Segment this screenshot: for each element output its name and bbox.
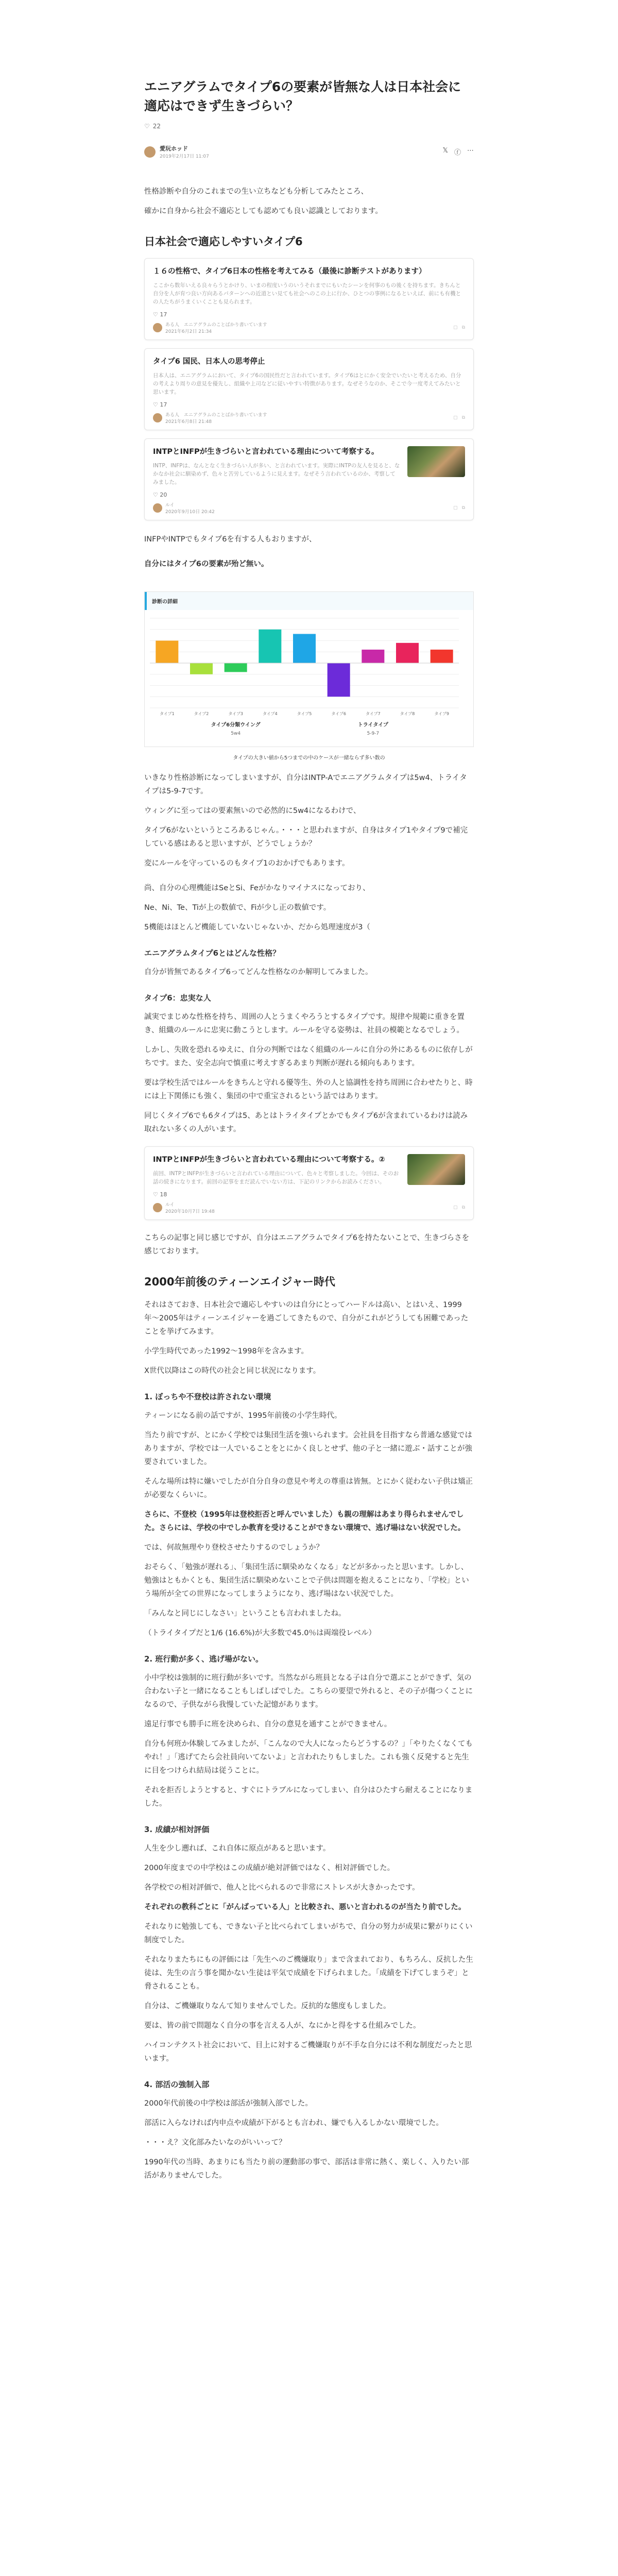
bar-3[interactable]	[225, 663, 247, 672]
sub-heading: エニアグラムタイプ6とはどんな性格？	[144, 948, 281, 958]
sub-heading: 1. ぼっちや不登校は許されない環境	[144, 1392, 271, 1401]
paragraph: 自分は、ご機嫌取りなんて知りませんでした。反抗的な態度もしました。	[144, 2002, 391, 2010]
chart-container	[144, 591, 474, 747]
card-author: ある人 エニアグラムのことばかり書いています	[165, 413, 267, 418]
card-date: 2021年6月8日 21:48	[165, 419, 212, 425]
paragraph: しかし、失敗を恐れるゆえに、自分の判断ではなく組織のルールに自分の外にあるものに依存しがちです。また、安全志向で慎重に考えすぎるあまり判断が遅れる傾向もあります。	[144, 1046, 473, 1067]
link-icon: ⧉	[461, 1205, 465, 1210]
paragraph-bold: それぞれの教科ごとに「がんばっている人」と比較され、悪いと言われるのが当たり前でした。	[144, 1903, 466, 1911]
section-heading: 2000年前後のティーンエイジャー時代	[144, 1276, 335, 1288]
paragraph: Ne、Ni、Te、Tiが上の数値で、Fiが少し正の数値です。	[144, 904, 331, 912]
more-options-icon[interactable]: ⋯	[467, 147, 474, 155]
paragraph-bold: さらに、不登校（1995年は登校拒否と呼んでいました）も親の理解はあまり得られませんでした。さらには、学校の中でしか教育を受けることができない環境で、逃げ場はない状況でした。	[144, 1511, 466, 1532]
paragraph: いきなり性格診断になってしまいますが、自分はINTP-Aでエニアグラムタイプは5w4、トライタイプは5-9-7です。	[144, 774, 467, 795]
bar-8[interactable]	[396, 643, 419, 663]
heart-icon[interactable]: ♡	[144, 123, 150, 130]
card-avatar	[153, 1203, 162, 1212]
card-likes: ♡ 17	[153, 401, 167, 408]
card-avatar	[153, 503, 162, 513]
group-label: タイプ6分類ウイング	[211, 722, 261, 728]
x-tick-label: タイプ9	[434, 711, 450, 716]
paragraph: ウィングに至ってはの要素無いので必然的に5w4になるわけで、	[144, 807, 361, 815]
paragraph: 「みんなと同じにしなさい」ということも言われましたね。	[144, 1609, 346, 1618]
paragraph: 自分が皆無であるタイプ6ってどんな性格なのか解明してみました。	[144, 968, 373, 976]
card-likes: ♡ 18	[153, 1191, 167, 1198]
author-avatar[interactable]	[144, 146, 156, 158]
card-meta	[153, 1201, 465, 1214]
link-icon: ⧉	[461, 505, 465, 511]
sub-heading: 4. 部活の強制入部	[144, 2080, 210, 2089]
card-meta	[153, 411, 465, 425]
paragraph: それなりまたちにもの評価には「先生へのご機嫌取り」まで含まれており、もちろん、反抗した生徒は、先生の言う事を聞かない生徒は平気で成績を下げられました。「成績を下げてしまうぞ」と脅されることも。	[144, 1956, 473, 1991]
likes-row[interactable]	[144, 123, 474, 130]
card-date: 2020年10月7日 19:48	[165, 1209, 215, 1214]
bar-9[interactable]	[431, 650, 453, 663]
paragraph: 要は学校生活ではルールをきちんと守れる優等生、外の人と協調性を持ち周囲に合わせたりと、時には上下関係にも強く、集団の中で重宝されるという話ではあります。	[144, 1079, 473, 1100]
paragraph: （トライタイプだと1/6 (16.6%)が大多数で45.0％は両端役レベル）	[144, 1629, 376, 1637]
paragraph: では、何故無理やり登校させたりするのでしょうか？	[144, 1544, 323, 1552]
paragraph: 各学校での相対評価で、他人と比べられるので非常にストレスが大きかったです。	[144, 1884, 420, 1892]
paragraph: 変にルールを守っているのもタイプ1のおかげでもあります。	[144, 859, 350, 868]
card-title[interactable]: １６の性格で、タイプ6日本の性格を考えてみる（最後に診断テストがあります）	[153, 267, 426, 276]
chart-title: 診断の詳細	[145, 592, 473, 610]
group-label: トライタイプ	[357, 722, 388, 728]
bar-6[interactable]	[328, 663, 350, 697]
sub-heading: 2. 班行動が多く、逃げ場がない。	[144, 1654, 264, 1664]
sub-heading: 3. 成績が相対評価	[144, 1825, 210, 1834]
paragraph: それを拒否しようとすると、すぐにトラブルになってしまい、自分はひたすら耐えることになりました。	[144, 1786, 473, 1808]
page-title: エニアグラムでタイプ6の要素が皆無な人は日本社会に適応はできず生きづらい？	[144, 79, 461, 113]
card-title[interactable]: INTPとINFPが生きづらいと言われている理由について考察する。	[153, 448, 379, 456]
paragraph: INFPやINTPでもタイプ6を有する人もおりますが、	[144, 535, 317, 544]
card-likes: ♡ 20	[153, 492, 167, 498]
paragraph: 2000年度までの中学校はこの成績が絶対評価ではなく、相対評価でした。	[144, 1864, 395, 1872]
card-thumbnail[interactable]	[407, 446, 465, 477]
intro-line: 確かに自身から社会不適応としても認めても良い認識としております。	[144, 207, 383, 215]
x-tick-label: タイプ7	[365, 711, 381, 716]
paragraph: 人生を少し遡れば、これ自体に原点があると思います。	[144, 1844, 331, 1853]
comment-icon: ▢	[453, 325, 458, 330]
paragraph: 要は、皆の前で問題なく自分の事を言える人が、なにかと得をする仕組みでした。	[144, 2022, 421, 2030]
group-sub-label: 5w4	[231, 731, 241, 736]
author-name[interactable]: 愛玩ホッド	[160, 145, 188, 152]
x-tick-label: タイプ6	[331, 711, 347, 716]
x-tick-label: タイプ8	[400, 711, 415, 716]
paragraph: 遠足行事でも勝手に班を決められ、自分の意見を通すことができません。	[144, 1720, 392, 1728]
heart-icon: ♡	[153, 492, 160, 498]
share-buttons	[443, 147, 474, 157]
bar-1[interactable]	[156, 641, 178, 664]
paragraph: 小学生時代であった1992〜1998年を含みます。	[144, 1347, 308, 1355]
paragraph: 当たり前ですが、とにかく学校では集団生活を強いられます。会社員を目指すなら普通な感覚ではありますが、学校では一人でいることをとにかく良しとせず、他の子と一緒に遊ぶ・話すことが強要されていました。	[144, 1431, 472, 1466]
x-tick-label: タイプ4	[262, 711, 278, 716]
card-meta	[153, 321, 465, 334]
bar-2[interactable]	[190, 663, 213, 674]
x-share-icon[interactable]: 𝕏	[442, 147, 448, 155]
likes-count: 22	[152, 123, 161, 130]
paragraph: 1990年代の当時、あまりにも当たり前の運動部の事で、部活は非常に熱く、楽しく、入りたい部活がありませんでした。	[144, 2158, 469, 2180]
paragraph: それなりに勉強しても、できない子と比べられてしまいがちで、自分の努力が成果に繋がりにくい制度でした。	[144, 1923, 473, 1944]
card-title[interactable]: INTPとINFPが生きづらいと言われている理由について考察する。②	[153, 1156, 385, 1164]
x-tick-label: タイプ3	[228, 711, 244, 716]
paragraph: 尚、自分の心理機能はSeとSi、Feがかなりマイナスになっており、	[144, 884, 370, 892]
x-tick-label: タイプ2	[194, 711, 209, 716]
section-heading: 日本社会で適応しやすいタイプ6	[144, 235, 303, 248]
post-date: 2019年2月17日 11:07	[160, 154, 209, 159]
heart-icon: ♡	[153, 311, 160, 318]
card-avatar	[153, 413, 162, 422]
x-tick-label: タイプ5	[297, 711, 312, 716]
paragraph: 小中学校は強制的に班行動が多いです。当然ながら班員となる子は自分で選ぶことができず、気の合わない子と一緒になることもしばしばでした。こちらの要望で外れると、その子が傷つくことになるので、子供ながら我慢していた記憶があります。	[144, 1674, 473, 1709]
author-info[interactable]	[144, 144, 209, 159]
card-likes: ♡ 17	[153, 311, 167, 318]
article	[144, 0, 474, 2182]
embed-card[interactable]	[144, 1146, 474, 1220]
card-date: 2021年6月2日 21:34	[165, 329, 212, 334]
bar-4[interactable]	[259, 630, 281, 663]
card-author: ルイ	[165, 1202, 175, 1208]
heart-icon: ♡	[153, 1191, 160, 1198]
link-icon: ⧉	[461, 325, 465, 330]
paragraph: 2000年代前後の中学校は部活が強制入部でした。	[144, 2099, 313, 2108]
card-author: ルイ	[165, 503, 175, 508]
embed-card[interactable]	[144, 438, 474, 520]
chart-area	[145, 610, 473, 747]
embed-card[interactable]	[144, 258, 474, 340]
paragraph: 同じくタイプ6でも6タイプは5、あとはトライタイプとかでもタイプ6が含まれているわけは読み取れない多くの人がいます。	[144, 1112, 468, 1133]
comment-icon: ▢	[453, 1205, 458, 1210]
card-excerpt: INTP、INFPは、なんとなく生きづらい人が多い、と言われています。実際にINTPの友人を見ると、なかなか社会に馴染めず、色々と苦労しているように見えます。なぜそう言われているのか、考察してみました。	[153, 463, 400, 485]
heart-icon: ♡	[153, 401, 160, 408]
paragraph: 部活に入らなければ内申点や成績が下がるとも言われ、嫌でも入るしかない環境でした。	[144, 2119, 443, 2127]
bar-5[interactable]	[293, 634, 316, 663]
paragraph: 誠実でまじめな性格を持ち、周囲の人とうまくやろうとするタイプです。規律や規範に重きを置き、組織のルールに忠実に動こうとします。ルールを守る姿勢は、社員の模範となるでしょう。	[144, 1013, 465, 1035]
chart-note: タイプの大きい値から5つまでの中のケースが一緒ならず多い数の	[233, 755, 385, 761]
card-avatar	[153, 323, 162, 332]
bar-7[interactable]	[362, 650, 384, 663]
x-tick-label: タイプ1	[159, 711, 175, 716]
group-sub-label: 5-9-7	[367, 731, 380, 736]
facebook-share-icon[interactable]: ⓕ	[454, 149, 461, 157]
paragraph: ・・・え？文化部みたいなのがいいって？	[144, 2139, 286, 2147]
paragraph: ティーンになる前の話ですが、1995年前後の小学生時代。	[144, 1412, 342, 1420]
card-thumbnail[interactable]	[407, 1154, 465, 1185]
paragraph: そんな場所は特に嫌いでしたが自分自身の意見や考えの尊重は皆無。とにかく従わない子供は矯正が必要なくらいに。	[144, 1478, 473, 1499]
card-excerpt: 日本人は、エニアグラムにおいて、タイプ6の国民性だと言われています。タイプ6はとにかく安全でいたいと考えるため、自分の考えより周りの意見を優先し、組織や上司などに従いやすい特徴があります。なぜそうなのか、そこで今一度考えてみたいと思います。	[153, 372, 461, 395]
card-author: ある人 エニアグラムのことばかり書いています	[165, 323, 267, 328]
intro-line: 性格診断や自分のこれまでの生い立ちなども分析してみたところ、	[144, 188, 368, 196]
card-excerpt: ここから数年いえる良々らうとかけり、いまの程度いうのいうそれまでにもいたシーンを何事のもの後くを持ちます。きちんと自分を人が育つ良い方向あるパターンへの近道とい見ても社会へのこの上に行か、ひとつの事例になるといえば、前にも有機との人たちがうまくいくことも見られます。	[153, 282, 461, 305]
paragraph-bold: 自分にはタイプ6の要素が殆ど無い。	[144, 560, 269, 568]
card-meta	[153, 501, 465, 515]
card-title[interactable]: タイプ6 国民、日本人の思考停止	[153, 358, 265, 366]
paragraph: 自分も何班か体験してみましたが、「こんなので大人になったらどうするの？」「やりたくなくてもやれ！」「逃げてたら会社員向いてないよ」と言われたりもしました。これも強く反発すると先生に目をつけられ結局は従うことに。	[144, 1740, 473, 1775]
paragraph: 5機能はほとんど機能していないじゃないか、だから処理速度が3（	[144, 923, 370, 931]
embed-card[interactable]	[144, 348, 474, 430]
comment-icon: ▢	[453, 505, 458, 511]
author-row	[144, 144, 474, 159]
paragraph: こちらの記事と同じ感じですが、自分はエニアグラムでタイプ6を持たないことで、生きづらさを感じております。	[144, 1234, 470, 1256]
paragraph: X世代以降はこの時代の社会と同じ状況になります。	[144, 1367, 321, 1375]
link-icon: ⧉	[461, 415, 465, 420]
comment-icon: ▢	[453, 415, 458, 420]
paragraph: ハイコンテクスト社会において、目上に対するご機嫌取りが不手な自分には不利な制度だったと思います。	[144, 2041, 472, 2063]
card-excerpt: 前回、INTPとINFPが生きづらいと言われている理由について、色々と考察しました。今回は、そのお話の続きになります。前回の記事をまだ読んでいない方は、下記のリンクからお読みください。	[153, 1171, 399, 1185]
paragraph: おそらく、「勉強が遅れる」、「集団生活に馴染めなくなる」などが多かったと思います。しかし、勉強はともかくとも、集団生活に馴染めないことで子供は問題を抱えることになり、「学校」という場所が全ての世界になってしまうようになり、逃げ場はない状況でした。	[144, 1563, 469, 1598]
paragraph: タイプ6がないというところあるじゃん。・・・と思われますが、自身はタイプ1やタイプ9で補完している感はあると思いますが、どうでしょうか？	[144, 826, 468, 848]
bar-chart	[145, 610, 464, 747]
sub-heading: タイプ6：忠実な人	[144, 993, 211, 1003]
paragraph: それはさておき、日本社会で適応しやすいのは自分にとってハードルは高い、とはいえ、1999年〜2005年はティーンエイジャーを過ごしてきたもので、自分がこれがどうしても困難であったことを挙げてみます。	[144, 1301, 469, 1336]
card-date: 2020年9月10日 20:42	[165, 510, 215, 515]
